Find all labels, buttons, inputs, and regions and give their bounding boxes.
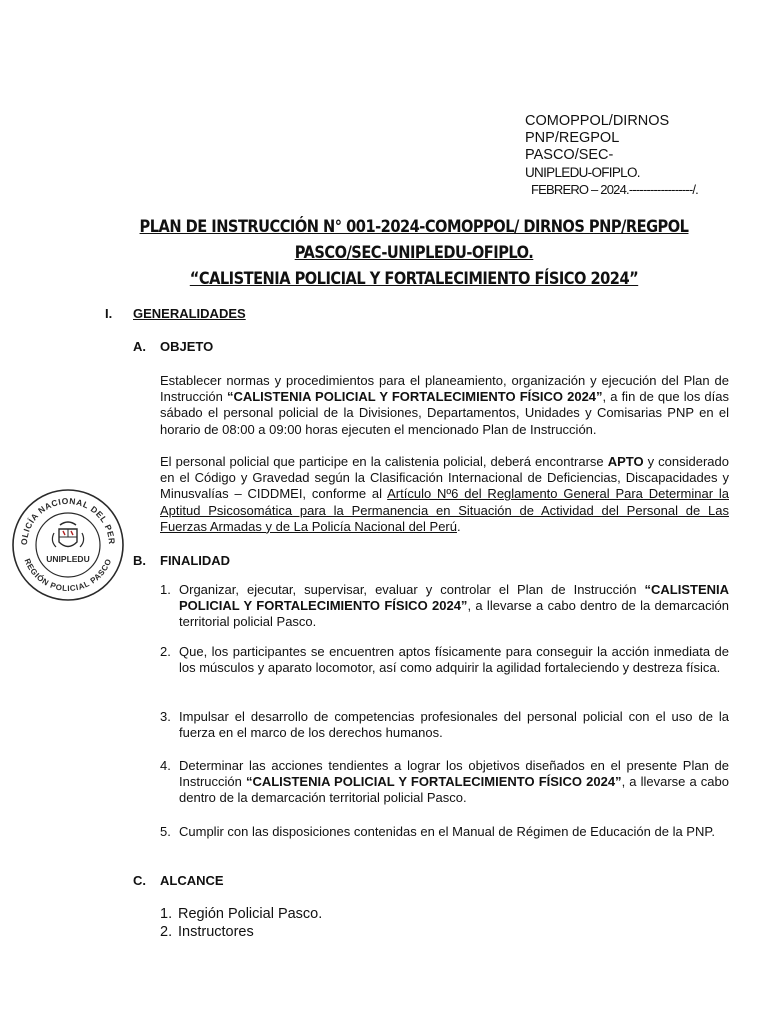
finalidad-list (160, 644, 729, 676)
apto-bold: APTO (607, 454, 644, 469)
subsection-number: B. (133, 553, 146, 568)
list-item (160, 709, 729, 741)
list-number: 1. (160, 582, 171, 597)
subsection-label: FINALIDAD (160, 553, 231, 568)
reference-line: PASCO/SEC- (525, 147, 614, 163)
section-number: I. (105, 306, 113, 321)
list-item (160, 644, 729, 676)
document-title (110, 214, 719, 292)
text-run: y considerado en el Código y Gravedad según la Clasificación Internacional de Deficiencias, Discapacidades y Minusvalías – CIDDMEI, conforme al (160, 454, 730, 502)
subsection-number: A. (133, 339, 146, 354)
reference-date: FEBRERO – 2024.------------------/. (531, 182, 698, 197)
text-run: Que, los participantes se encuentren aptos físicamente para conseguir la acción inmediata de los músculos y aparato locomotor, así como adquirir la agilidad fortaleciendo y destreza física. (179, 644, 729, 676)
objeto-paragraph-1 (160, 373, 729, 438)
list-number: 1. (160, 906, 173, 922)
list-number: 4. (160, 758, 171, 773)
list-text: Región Policial Pasco. (178, 906, 323, 922)
finalidad-list (160, 758, 729, 807)
subsection-number: C. (133, 873, 146, 888)
subsection-label: ALCANCE (160, 873, 224, 888)
finalidad-list (160, 824, 729, 840)
alcance-list (160, 905, 322, 941)
title-line-3: “CALISTENIA POLICIAL Y FORTALECIMIENTO FÍSICO 2024” (189, 269, 639, 289)
title-line-2: PASCO/SEC-UNIPLEDU-OFIPLO. (294, 243, 534, 263)
text-run: , a llevarse a cabo dentro de la demarcación territorial policial Pasco. (179, 774, 729, 806)
seal-center-text: UNIPLEDU (46, 554, 90, 564)
seal-bottom-text: REGIÓN POLICIAL PASCO (22, 557, 114, 594)
reference-line: COMOPPOL/DIRNOS (525, 113, 670, 129)
finalidad-list (160, 709, 729, 741)
list-item (160, 824, 729, 840)
objeto-paragraph-2 (160, 454, 729, 535)
list-number: 2. (160, 644, 171, 659)
list-item (160, 905, 322, 923)
bold-title-run: “CALISTENIA POLICIAL Y FORTALECIMIENTO FÍSICO 2024” (179, 582, 729, 614)
section-generalidades-heading (105, 306, 246, 321)
reference-line: PNP/REGPOL (525, 130, 620, 146)
text-run: Impulsar el desarrollo de competencias profesionales del personal policial con el uso de la fuerza en el marco de los derechos humanos. (179, 709, 729, 741)
subsection-label: OBJETO (160, 339, 214, 354)
alcance-heading (133, 873, 224, 888)
text-run: Cumplir con las disposiciones contenidas en el Manual de Régimen de Educación de la PNP. (179, 824, 715, 839)
document-reference (525, 113, 715, 198)
list-item (160, 582, 729, 631)
list-item (160, 758, 729, 807)
text-run: Organizar, ejecutar, supervisar, evaluar y controlar el Plan de Instrucción (179, 582, 645, 597)
text-run: El personal policial que participe en la calistenia policial, deberá encontrarse (160, 454, 608, 469)
text-run: , a fin de que los días sábado el personal policial de la Divisiones, Departamentos, Unidades y Comisarias PNP en el horario de 08:00 a 09:00 horas ejecuten el mencionado Plan de Instrucción. (160, 389, 729, 437)
text-run: . (457, 518, 461, 534)
text-run: Determinar las acciones tendientes a lograr los objetivos diseñados en el presente Plan de Instrucción (179, 758, 729, 790)
list-item (160, 923, 322, 941)
finalidad-heading (133, 553, 230, 568)
text-run: Establecer normas y procedimientos para el planeamiento, organización y ejecución del Plan de Instrucción (160, 373, 729, 405)
reference-line: UNIPLEDU-OFIPLO. (525, 165, 640, 180)
peru-shield-icon (52, 522, 83, 547)
text-run: , a llevarse a cabo dentro de la demarcación territorial policial Pasco. (179, 598, 729, 630)
bold-title-run: “CALISTENIA POLICIAL Y FORTALECIMIENTO FÍSICO 2024” (226, 389, 603, 405)
list-number: 3. (160, 709, 171, 724)
title-line-1: PLAN DE INSTRUCCIÓN N° 001-2024-COMOPPOL/ DIRNOS PNP/REGPOL (139, 217, 689, 237)
section-label: GENERALIDADES (133, 306, 246, 321)
list-number: 2. (160, 924, 173, 940)
seal-top-text: OLICÍA NACIONAL DEL PER (18, 495, 118, 546)
regulation-reference: Artículo Nº6 del Reglamento General Para Determinar la Aptitud Psicosomática para la Permanencia en Situación de Actividad del Personal de Las Fuerzas Armadas y de La Policía Nacional del Perú (160, 486, 729, 534)
list-text: Instructores (178, 924, 254, 940)
bold-title-run: “CALISTENIA POLICIAL Y FORTALECIMIENTO FÍSICO 2024” (245, 774, 622, 790)
objeto-heading (133, 339, 213, 354)
list-number: 5. (160, 824, 171, 839)
finalidad-list (160, 582, 729, 631)
police-seal (10, 487, 126, 603)
